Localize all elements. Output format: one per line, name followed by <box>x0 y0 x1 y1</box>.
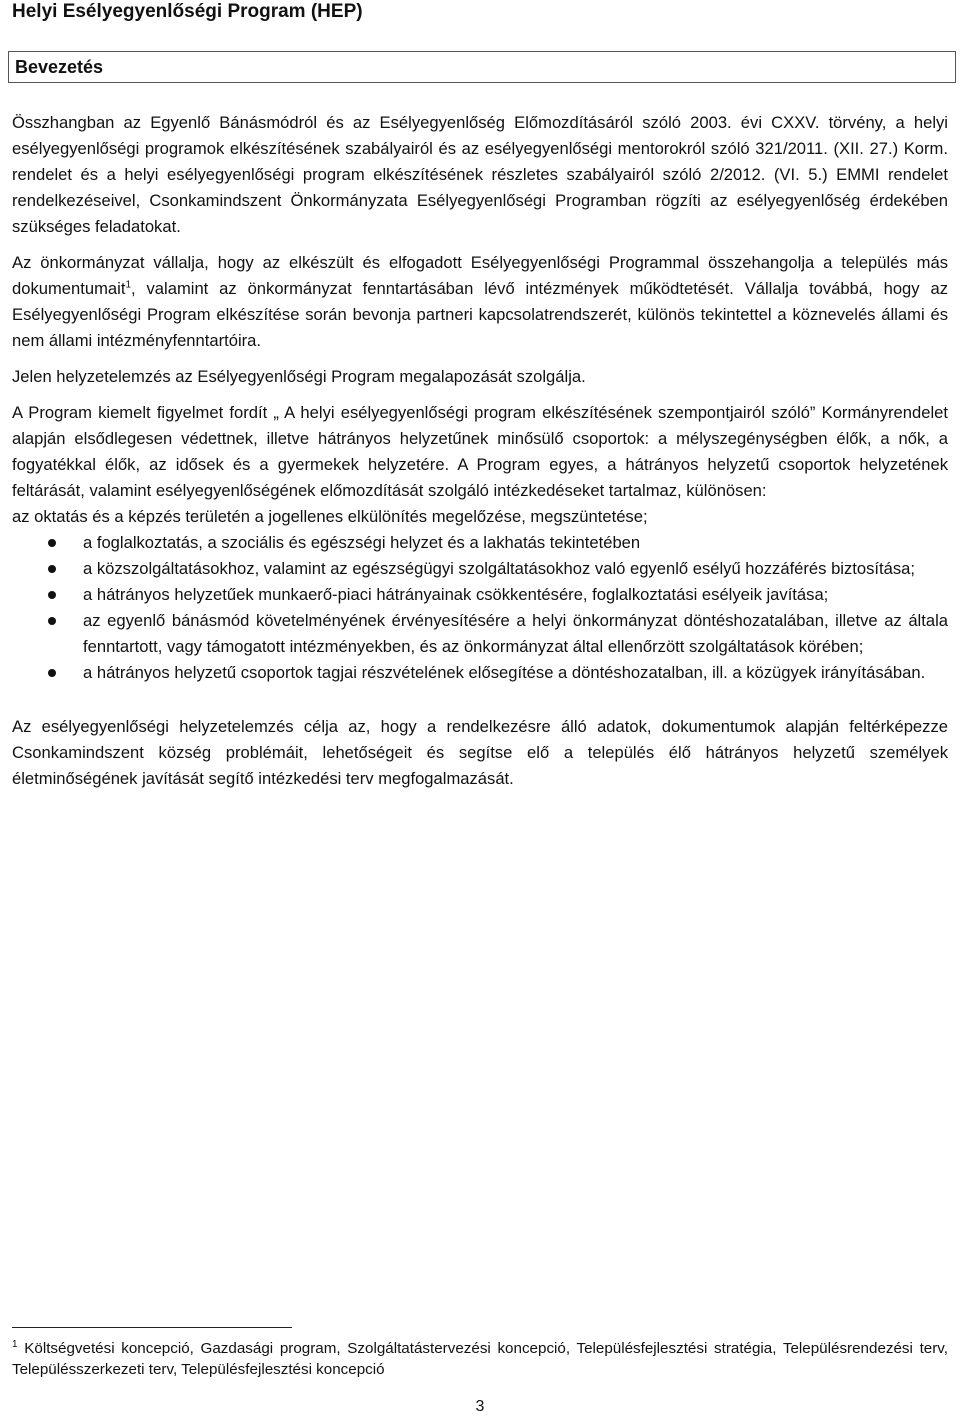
footnote-number: 1 <box>12 1338 18 1350</box>
list-item-text: a közszolgáltatásokhoz, valamint az egészségügyi szolgáltatásokhoz való egyenlő esélyű hozzáférés biztosítása; <box>83 559 916 578</box>
list-item <box>12 530 948 556</box>
paragraph-commitment-text-a: Az önkormányzat vállalja, hogy az elkészült és elfogadott Esélyegyenlőségi Programmal összehangolja a település más dokumentumait <box>12 253 948 298</box>
paragraph-legal-basis: Összhangban az Egyenlő Bánásmódról és az Esélyegyenlőség Előmozdításáról szóló 2003. évi CXXV. törvény, a helyi esélyegyenlőségi programok elkészítésének szabályairól és az esélyegyenlőségi mentorokról szóló 321/2011. (XII. 27.) Korm. rendelet és a helyi esélyegyenlőségi program elkészítésének részletes szabályairól szóló 2/2012. (VI. 5.) EMMI rendelet rendelkezéseivel, Csonkamindszent Önkormányzata Esélyegyenlőségi Programban rögzíti az esélyegyenlőség érdekében szükséges feladatokat. <box>12 113 948 236</box>
paragraph-education: az oktatás és a képzés területén a jogellenes elkülönítés megelőzése, megszüntetése; <box>12 507 648 526</box>
section-heading: Bevezetés <box>15 57 104 77</box>
bullet-icon <box>48 591 56 599</box>
bullet-icon <box>48 539 56 547</box>
list-item-text: a hátrányos helyzetűek munkaerő-piaci hátrányainak csökkentésére, foglalkoztatási esélyeik javítása; <box>83 585 829 604</box>
document-body <box>12 110 948 802</box>
measures-list <box>12 530 948 686</box>
bullet-icon <box>48 617 56 625</box>
page-number: 3 <box>475 1398 485 1415</box>
list-item <box>12 582 948 608</box>
list-item-text: az egyenlő bánásmód követelményének érvényesítésére a helyi önkormányzat döntéshozatalában, illetve az általa fenntartott, vagy támogatott intézményekben, és az önkormányzat által ellenőrzött szolgáltatások körében; <box>83 611 948 656</box>
list-item <box>12 556 948 582</box>
bullet-icon <box>48 669 56 677</box>
list-item <box>12 660 948 686</box>
paragraph-situation-analysis: Jelen helyzetelemzés az Esélyegyenlőségi Program megalapozását szolgálja. <box>12 367 586 386</box>
list-item-text: a hátrányos helyzetű csoportok tagjai részvételének elősegítése a döntéshozatalban, ill. a közügyek irányításában. <box>83 663 926 682</box>
document-title: Helyi Esélyegyenlőségi Program (HEP) <box>12 1 363 22</box>
paragraph-program-focus: A Program kiemelt figyelmet fordít „ A helyi esélyegyenlőségi program elkészítésének szempontjairól szóló” Kormányrendelet alapján elsődlegesen védettnek, illetve hátrányos helyzetűnek minősülő csoportok: a mélyszegénységben élők, a nők, a fogyatékkal élők, az idősek és a gyermekek helyzetére. A Program egyes, a hátrányos helyzetű csoportok helyzetének feltárását, valamint esélyegyenlőségének előmozdítását szolgáló intézkedéseket tartalmaz, különösen: <box>12 403 948 500</box>
footnote-divider <box>12 1327 292 1328</box>
paragraph-commitment <box>12 250 948 354</box>
list-item <box>12 608 948 660</box>
paragraph-commitment-text-b: , valamint az önkormányzat fenntartásában lévő intézmények működtetését. Vállalja továbbá, hogy az Esélyegyenlőségi Program elkészítése során bevonja partneri kapcsolatrendszerét, különös tekintettel a köznevelés állami és nem állami intézményfenntartóira. <box>12 279 948 350</box>
footnote-text: Költségvetési koncepció, Gazdasági program, Szolgáltatástervezési koncepció, Településfejlesztési stratégia, Településrendezési terv, Településszerkezeti terv, Településfejlesztési koncepció <box>12 1340 948 1378</box>
footnote <box>12 1338 948 1380</box>
list-item-text: a foglalkoztatás, a szociális és egészségi helyzet és a lakhatás tekintetében <box>83 533 641 552</box>
section-heading-box <box>8 51 956 83</box>
footnote-reference: 1 <box>125 279 132 291</box>
paragraph-analysis-goal: Az esélyegyenlőségi helyzetelemzés célja az, hogy a rendelkezésre álló adatok, dokumentumok alapján feltérképezze Csonkamindszent község problémáit, lehetőségeit és segítse elő a település élő hátrányos helyzetű személyek életminőségének javítását segítő intézkedési terv megfogalmazását. <box>12 717 948 788</box>
bullet-icon <box>48 565 56 573</box>
